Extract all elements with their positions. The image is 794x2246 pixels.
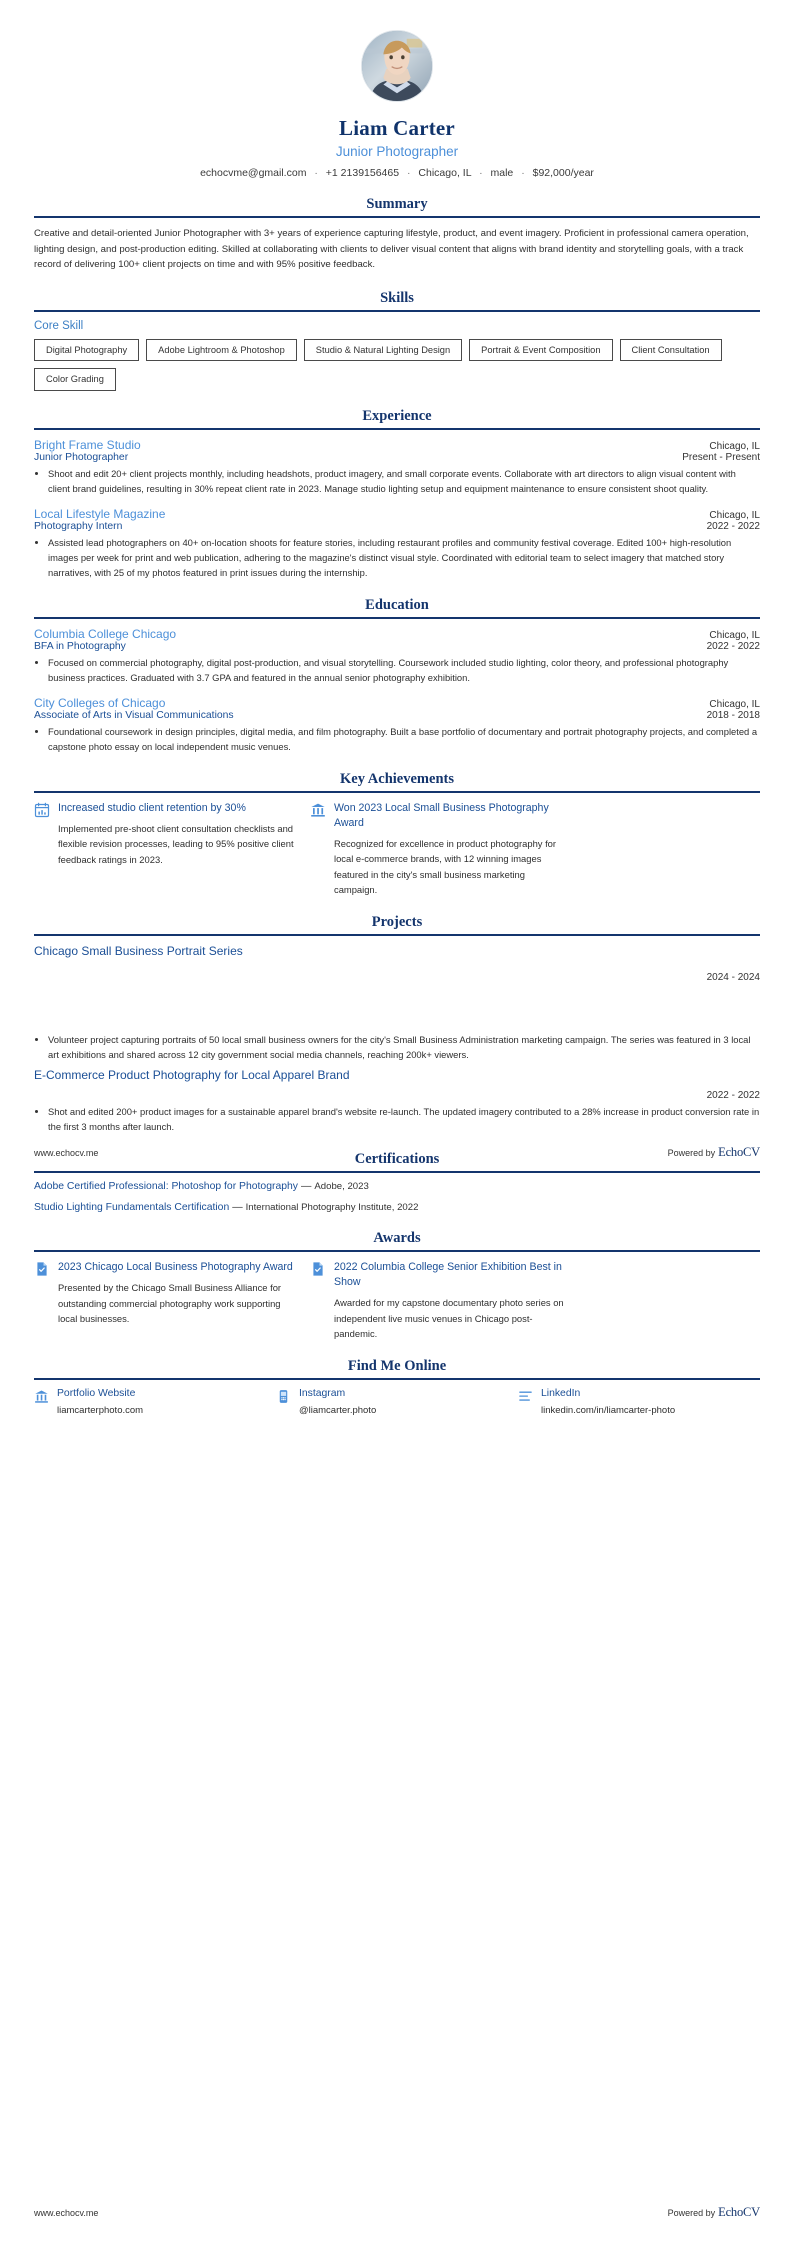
- section-title-experience: Experience: [362, 407, 432, 424]
- achievement-body: [334, 801, 570, 897]
- skill-chip: Adobe Lightroom & Photoshop: [146, 339, 297, 362]
- education-location: Chicago, IL: [709, 629, 760, 641]
- powered-by: [668, 1145, 760, 1160]
- online-link-linkedin[interactable]: [518, 1388, 760, 1416]
- award-body: [334, 1260, 570, 1341]
- education-entry: [34, 696, 760, 754]
- entry-header-row: [34, 627, 760, 641]
- section-find-me-online: [34, 1358, 760, 1416]
- section-title-certifications: Certifications: [354, 1151, 440, 1168]
- section-divider: [34, 310, 760, 312]
- contact-separator: ·: [479, 167, 483, 179]
- linkedin-icon: [518, 1389, 533, 1404]
- section-skills: [34, 290, 760, 391]
- education-bullets: [34, 655, 760, 685]
- achievement-description: Implemented pre-shoot client consultation checklists and flexible revision processes, leading to 95% positive client feedback ratings in 2023.: [58, 823, 294, 865]
- contact-salary: $92,000/year: [532, 167, 594, 179]
- skill-chip: Digital Photography: [34, 339, 139, 362]
- education-school: Columbia College Chicago: [34, 626, 177, 641]
- certification-row: [34, 1181, 760, 1192]
- achievement-body: [58, 801, 294, 867]
- education-dates: 2022 - 2022: [706, 640, 760, 652]
- page-footer: [34, 1145, 760, 1160]
- entry-subheader-row: [34, 521, 760, 532]
- award-card: [34, 1260, 294, 1326]
- skill-chip: Color Grading: [34, 368, 116, 391]
- bullet-item: • Shoot and edit 20+ client projects monthly, including headshots, product imagery, and small corporate events. Collaborate with art directors to align visual content with client brand guidelines, resulting in 30% repeat client rate in 2023. Manage studio lighting setup and equipment maintenance to ensure consistent shoot quality.: [48, 466, 760, 496]
- project-name: Chicago Small Business Portrait Series: [34, 944, 243, 959]
- section-title-education: Education: [365, 596, 429, 613]
- section-divider: [34, 1378, 760, 1380]
- certification-issuer: Adobe, 2023: [314, 1181, 369, 1193]
- project-bullets: [34, 1032, 760, 1062]
- experience-dates: 2022 - 2022: [706, 520, 760, 532]
- section-divider: [34, 791, 760, 793]
- page-break-gap: [34, 983, 760, 1029]
- powered-by: [668, 2205, 760, 2220]
- section-projects: [34, 914, 760, 1134]
- section-education: [34, 597, 760, 754]
- page-title: Liam Carter: [339, 116, 455, 140]
- contact-line: [34, 167, 760, 179]
- entry-subheader-row: [34, 452, 760, 463]
- bullet-item: • Foundational coursework in design principles, digital media, and film photography. Built a base portfolio of documentary and portrait photography projects, and completed a capstone photo essay on local independent music venues.: [48, 724, 760, 754]
- certification-name: Studio Lighting Fundamentals Certification: [34, 1202, 230, 1214]
- section-divider: [34, 1171, 760, 1173]
- experience-bullets: [34, 535, 760, 580]
- instagram-icon: [276, 1389, 291, 1404]
- experience-location: Chicago, IL: [709, 440, 760, 452]
- bullet-item: • Assisted lead photographers on 40+ on-location shoots for feature stories, including restaurant profiles and community festival coverage. Edited 100+ high-resolution images per week for print and web publication, adhering to the magazine's distinct visual style. Coordinated with editorial team to select imagery that matched story narratives, with 25 of my photos featured in print issues during the internship.: [48, 535, 760, 580]
- experience-location: Chicago, IL: [709, 509, 760, 521]
- section-certifications: [34, 1151, 760, 1213]
- brand-name: EchoCV: [718, 2205, 760, 2219]
- education-dates: 2018 - 2018: [706, 710, 760, 722]
- award-description: Presented by the Chicago Small Business Alliance for outstanding commercial photography work supporting local businesses.: [58, 1282, 282, 1324]
- section-title-find-me-online: Find Me Online: [347, 1358, 447, 1375]
- entry-header-row: [34, 438, 760, 452]
- document-check-icon: [310, 1261, 326, 1277]
- online-link-value[interactable]: @liamcarter.photo: [299, 1405, 377, 1417]
- education-location: Chicago, IL: [709, 699, 760, 711]
- award-description: Awarded for my capstone documentary photo series on independent live music venues in Chicago post-pandemic.: [334, 1297, 564, 1339]
- entry-header-row: [34, 507, 760, 521]
- certification-row: [34, 1202, 760, 1213]
- section-divider: [34, 617, 760, 619]
- section-title-projects: Projects: [371, 914, 423, 931]
- experience-bullets: [34, 466, 760, 496]
- online-link-value[interactable]: linkedin.com/in/liamcarter-photo: [541, 1405, 676, 1417]
- skill-group-name: Core Skill: [34, 319, 84, 332]
- project-name: E-Commerce Product Photography for Local Apparel Brand: [34, 1068, 350, 1083]
- certification-issuer: International Photography Institute, 2022: [245, 1202, 419, 1214]
- document-check-icon: [34, 1261, 50, 1277]
- page-footer: [34, 2205, 760, 2220]
- section-divider: [34, 934, 760, 936]
- award-card-list: [34, 1260, 760, 1341]
- bank-award-icon: [310, 802, 326, 818]
- skill-chip: Studio & Natural Lighting Design: [304, 339, 462, 362]
- brand-name: EchoCV: [718, 1145, 760, 1159]
- project-entry: [34, 944, 760, 1062]
- calendar-chart-icon: [34, 802, 50, 818]
- skill-chip-list: [34, 339, 760, 391]
- achievement-card-list: [34, 801, 760, 897]
- skill-chip: Portrait & Event Composition: [469, 339, 612, 362]
- education-degree: BFA in Photography: [34, 640, 126, 652]
- online-link-value[interactable]: liamcarterphoto.com: [57, 1405, 144, 1417]
- job-title: Junior Photographer: [335, 144, 459, 159]
- bank-icon: [34, 1389, 49, 1404]
- experience-organization: Bright Frame Studio: [34, 437, 141, 452]
- achievement-card: [310, 801, 570, 897]
- section-title-key-achievements: Key Achievements: [340, 771, 454, 788]
- section-divider: [34, 216, 760, 218]
- education-school: City Colleges of Chicago: [34, 696, 166, 711]
- project-dates: 2024 - 2024: [706, 972, 760, 984]
- achievement-description: Recognized for excellence in product photography for local e-commerce brands, with 12 winning images featured in the city's small business marketing campaign.: [334, 838, 557, 895]
- powered-by-prefix: Powered by: [667, 1148, 716, 1158]
- section-divider: [34, 428, 760, 430]
- powered-by-prefix: Powered by: [667, 2208, 716, 2218]
- education-degree: Associate of Arts in Visual Communications: [34, 710, 234, 722]
- entry-subheader-row: [34, 641, 760, 652]
- section-title-summary: Summary: [366, 196, 428, 212]
- skill-chip: Client Consultation: [620, 339, 722, 362]
- contact-location: Chicago, IL: [418, 167, 472, 179]
- section-awards: [34, 1230, 760, 1341]
- project-dates: 2022 - 2022: [706, 1090, 760, 1102]
- experience-dates: Present - Present: [682, 451, 760, 463]
- footer-url[interactable]: www.echocv.me: [34, 1147, 99, 1158]
- contact-gender: male: [490, 167, 514, 179]
- bullet-item: • Shot and edited 200+ product images for a sustainable apparel brand's website re-launch. The updated imagery contributed to a 28% increase in product conversion rate in the first 3 months after launch.: [48, 1104, 760, 1134]
- entry-subheader-row: [34, 710, 760, 721]
- project-bullets: [34, 1104, 760, 1134]
- contact-separator: ·: [314, 167, 318, 179]
- contact-email: echocvme@gmail.com: [200, 167, 307, 179]
- summary-text: Creative and detail-oriented Junior Photographer with 3+ years of experience capturing lifestyle, product, and event imagery. Proficient in professional camera operation, lighting design, and post-production editing. Skilled at collaborating with clients to deliver visual content that aligns with brand identity and storytelling goals, with a track record of delivering 100+ client projects on time and with 95% positive feedback.: [34, 228, 749, 271]
- certification-separator: —: [232, 1202, 243, 1214]
- section-title-skills: Skills: [380, 289, 414, 306]
- avatar-photo: [362, 31, 432, 101]
- online-link-body: [541, 1388, 675, 1416]
- resume-header: [34, 0, 760, 179]
- footer-url[interactable]: www.echocv.me: [34, 2207, 99, 2218]
- online-link-label: Instagram: [299, 1388, 346, 1400]
- project-entry: [34, 1068, 760, 1134]
- bullet-item: • Volunteer project capturing portraits of 50 local small business owners for the city's Small Business Administration marketing campaign. The series was featured in 3 local art exhibitions and shared across 12 city government social media channels, reaching 200k+ viewers.: [48, 1032, 760, 1062]
- award-card: [310, 1260, 570, 1341]
- contact-separator: ·: [407, 167, 411, 179]
- online-link-body: [57, 1388, 143, 1416]
- experience-role: Photography Intern: [34, 520, 123, 532]
- online-link-body: [299, 1388, 376, 1416]
- experience-organization: Local Lifestyle Magazine: [34, 506, 166, 521]
- education-entry: [34, 627, 760, 685]
- experience-role: Junior Photographer: [34, 451, 129, 463]
- avatar: [361, 30, 433, 102]
- online-link-label: Portfolio Website: [57, 1388, 136, 1400]
- section-experience: [34, 408, 760, 580]
- achievement-card: [34, 801, 294, 867]
- online-link-list: [34, 1388, 760, 1416]
- achievement-title: Won 2023 Local Small Business Photography Award: [334, 802, 549, 830]
- contact-separator: ·: [521, 167, 525, 179]
- award-title: 2023 Chicago Local Business Photography Award: [58, 1261, 293, 1274]
- section-key-achievements: [34, 771, 760, 897]
- certification-separator: —: [300, 1181, 312, 1193]
- achievement-title: Increased studio client retention by 30%: [58, 802, 246, 815]
- experience-entry: [34, 507, 760, 580]
- section-title-awards: Awards: [373, 1230, 421, 1247]
- online-link-portfolio[interactable]: [34, 1388, 276, 1416]
- bullet-item: • Focused on commercial photography, digital post-production, and visual storytelling. Coursework included studio lighting, color theory, and professional photography business practices. Graduated with 3.7 GPA and featured in the annual senior photography exhibition.: [48, 655, 760, 685]
- online-link-label: LinkedIn: [541, 1388, 581, 1400]
- certification-name: Adobe Certified Professional: Photoshop for Photography: [34, 1181, 298, 1193]
- section-divider: [34, 1250, 760, 1252]
- entry-header-row: [34, 696, 760, 710]
- award-body: [58, 1260, 294, 1326]
- experience-entry: [34, 438, 760, 496]
- contact-phone: +1 2139156465: [325, 167, 400, 179]
- online-link-instagram[interactable]: [276, 1388, 518, 1416]
- education-bullets: [34, 724, 760, 754]
- section-summary: [34, 196, 760, 273]
- award-title: 2022 Columbia College Senior Exhibition Best in Show: [334, 1261, 562, 1289]
